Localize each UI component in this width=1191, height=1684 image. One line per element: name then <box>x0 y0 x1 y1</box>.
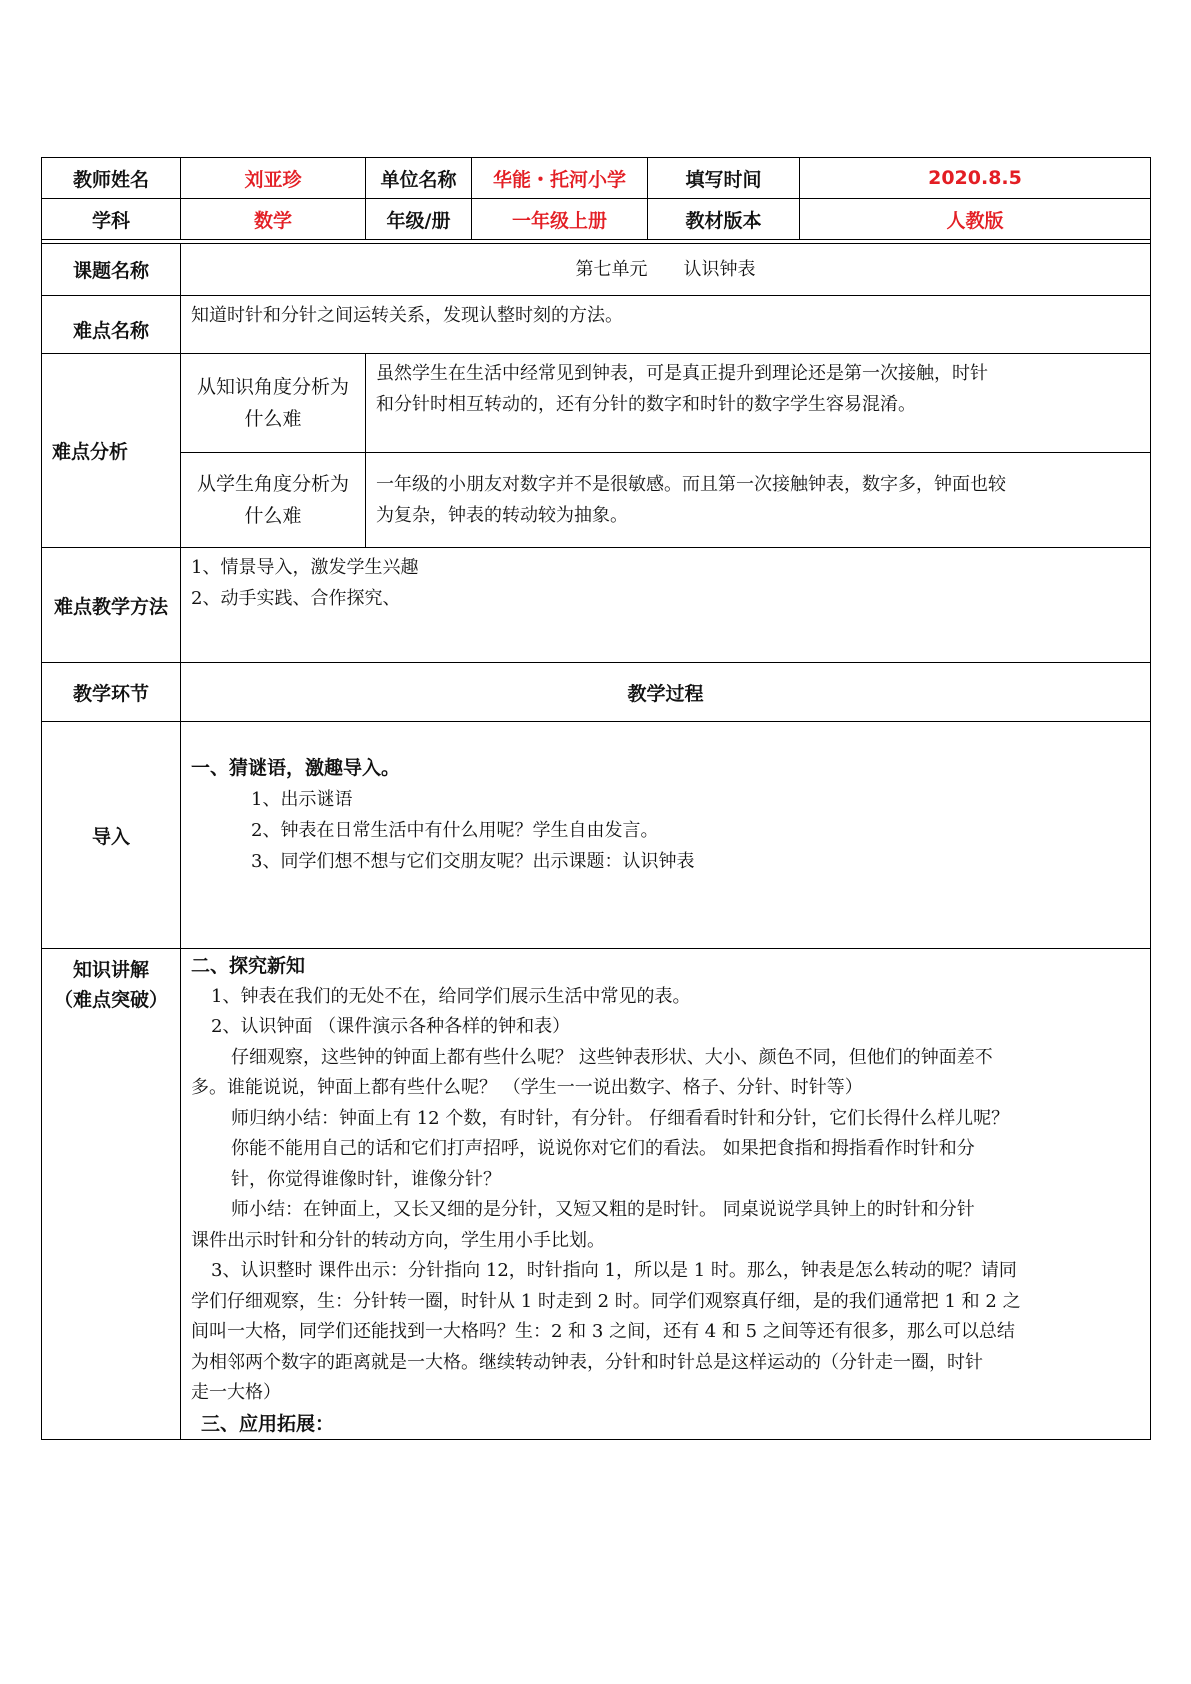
intro-content <box>181 722 1151 949</box>
grade-value: 一年级上册 <box>472 199 648 240</box>
topic-value: 第七单元 认识钟表 <box>181 244 1151 296</box>
unit-name-value: 华能・托河小学 <box>472 158 648 199</box>
unit-name-label: 单位名称 <box>366 158 472 199</box>
intro-item-1: 1、出示谜语 <box>251 789 353 810</box>
knowledge-angle-line-2: 和分针时相互转动的，还有分针的数字和时针的数字学生容易混淆。 <box>376 394 916 415</box>
knowledge-label-line-1: 知识讲解 <box>72 959 149 981</box>
knowledge-label <box>42 949 181 1440</box>
fill-date-value: 2020.8.5 <box>800 158 1151 199</box>
student-angle-line-1: 一年级的小朋友对数字并不是很敏感。而且第一次接触钟表，数字多，钟面也较 <box>376 474 1006 495</box>
knowledge-line-5: 师归纳小结：钟面上有 12 个数，有时针，有分针。 仔细看看时针和分针，它们长得什么样儿呢？ <box>231 1107 1010 1129</box>
intro-label: 导入 <box>42 722 181 949</box>
knowledge-angle-label <box>181 354 366 453</box>
knowledge-line-2: 2、认识钟面 （课件演示各种各样的钟和表） <box>211 1016 571 1037</box>
row-subject <box>42 199 1151 240</box>
knowledge-line-8: 师小结：在钟面上，又长又细的是分针，又短又粗的是时针。 同桌说说学具钟上的时针和分针 <box>231 1199 975 1220</box>
intro-item-2: 2、钟表在日常生活中有什么用呢？学生自由发言。 <box>251 820 659 841</box>
method-line-1: 1、情景导入，激发学生兴趣 <box>191 557 419 578</box>
knowledge-line-12: 间叫一大格，同学们还能找到一大格吗？生：2 和 3 之间，还有 4 和 5 之间等还有很多，那么可以总结 <box>191 1321 1015 1342</box>
knowledge-line-11: 学们仔细观察，生：分针转一圈，时针从 1 时走到 2 时。同学们观察真仔细，是的我们通常把 1 和 2 之 <box>191 1290 1021 1312</box>
knowledge-line-4: 多。谁能说说，钟面上都有些什么呢？ （学生一一说出数字、格子、分针、时针等） <box>191 1077 863 1098</box>
knowledge-line-6: 你能不能用自己的话和它们打声招呼，说说你对它们的看法。 如果把食指和拇指看作时针和分 <box>231 1138 975 1159</box>
row-difficulty <box>42 296 1151 354</box>
knowledge-line-10: 3、认识整时 课件出示：分针指向 12，时针指向 1，所以是 1 时。那么，钟表是怎么转动的呢？请同 <box>211 1260 1017 1281</box>
row-analysis-knowledge <box>42 354 1151 453</box>
knowledge-content <box>181 949 1151 1440</box>
intro-heading: 一、猜谜语，激趣导入。 <box>191 757 401 779</box>
stage-header-label: 教学环节 <box>42 663 181 722</box>
knowledge-line-7: 针，你觉得谁像时针，谁像分针？ <box>231 1168 501 1190</box>
process-header-label: 教学过程 <box>181 663 1151 722</box>
knowledge-line-1: 1、钟表在我们的无处不在，给同学们展示生活中常见的表。 <box>211 985 691 1007</box>
method-text <box>181 548 1151 663</box>
intro-item-3: 3、同学们想不想与它们交朋友呢？出示课题：认识钟表 <box>251 851 695 872</box>
grade-label: 年级/册 <box>366 199 472 240</box>
difficulty-label: 难点名称 <box>42 296 181 354</box>
analysis-label: 难点分析 <box>42 354 181 548</box>
knowledge-angle-text <box>366 354 1151 453</box>
row-method <box>42 548 1151 663</box>
knowledge-line-14: 走一大格） <box>191 1382 281 1403</box>
student-angle-line-2: 为复杂，钟表的转动较为抽象。 <box>376 505 628 526</box>
row-teacher <box>42 158 1151 199</box>
fill-date-label: 填写时间 <box>648 158 800 199</box>
student-angle-label <box>181 453 366 548</box>
knowledge-heading: 二、探究新知 <box>191 955 306 977</box>
row-knowledge <box>42 949 1151 1440</box>
edition-value: 人教版 <box>800 199 1151 240</box>
teacher-name-label: 教师姓名 <box>42 158 181 199</box>
student-angle-label-line-2: 什么难 <box>244 505 302 527</box>
subject-value: 数学 <box>181 199 366 240</box>
knowledge-line-13: 为相邻两个数字的距离就是一大格。继续转动钟表，分针和时针总是这样运动的（分针走一圈，时针 <box>191 1351 983 1373</box>
student-angle-label-line-1: 从学生角度分析为 <box>196 473 349 495</box>
lesson-plan-table <box>41 157 1151 1440</box>
knowledge-angle-label-line-1: 从知识角度分析为 <box>196 376 349 398</box>
topic-label: 课题名称 <box>42 244 181 296</box>
row-process-header <box>42 663 1151 722</box>
edition-label: 教材版本 <box>648 199 800 240</box>
difficulty-value: 知道时针和分针之间运转关系，发现认整时刻的方法。 <box>181 296 1151 354</box>
row-topic <box>42 244 1151 296</box>
knowledge-line-3: 仔细观察，这些钟的钟面上都有些什么呢？ 这些钟表形状、大小、颜色不同，但他们的钟面差不 <box>231 1046 993 1068</box>
knowledge-line-9: 课件出示时针和分针的转动方向，学生用小手比划。 <box>191 1229 605 1251</box>
row-analysis-student <box>42 453 1151 548</box>
application-heading: 三、应用拓展： <box>201 1412 335 1435</box>
method-label: 难点教学方法 <box>42 548 181 663</box>
subject-label: 学科 <box>42 199 181 240</box>
knowledge-angle-line-1: 虽然学生在生活中经常见到钟表，可是真正提升到理论还是第一次接触，时针 <box>376 363 988 384</box>
row-intro <box>42 722 1151 949</box>
knowledge-angle-label-line-2: 什么难 <box>244 408 302 430</box>
student-angle-text <box>366 453 1151 548</box>
teacher-name-value: 刘亚珍 <box>181 158 366 199</box>
method-line-2: 2、动手实践、合作探究、 <box>191 588 401 609</box>
knowledge-label-line-2: （难点突破） <box>53 989 168 1011</box>
